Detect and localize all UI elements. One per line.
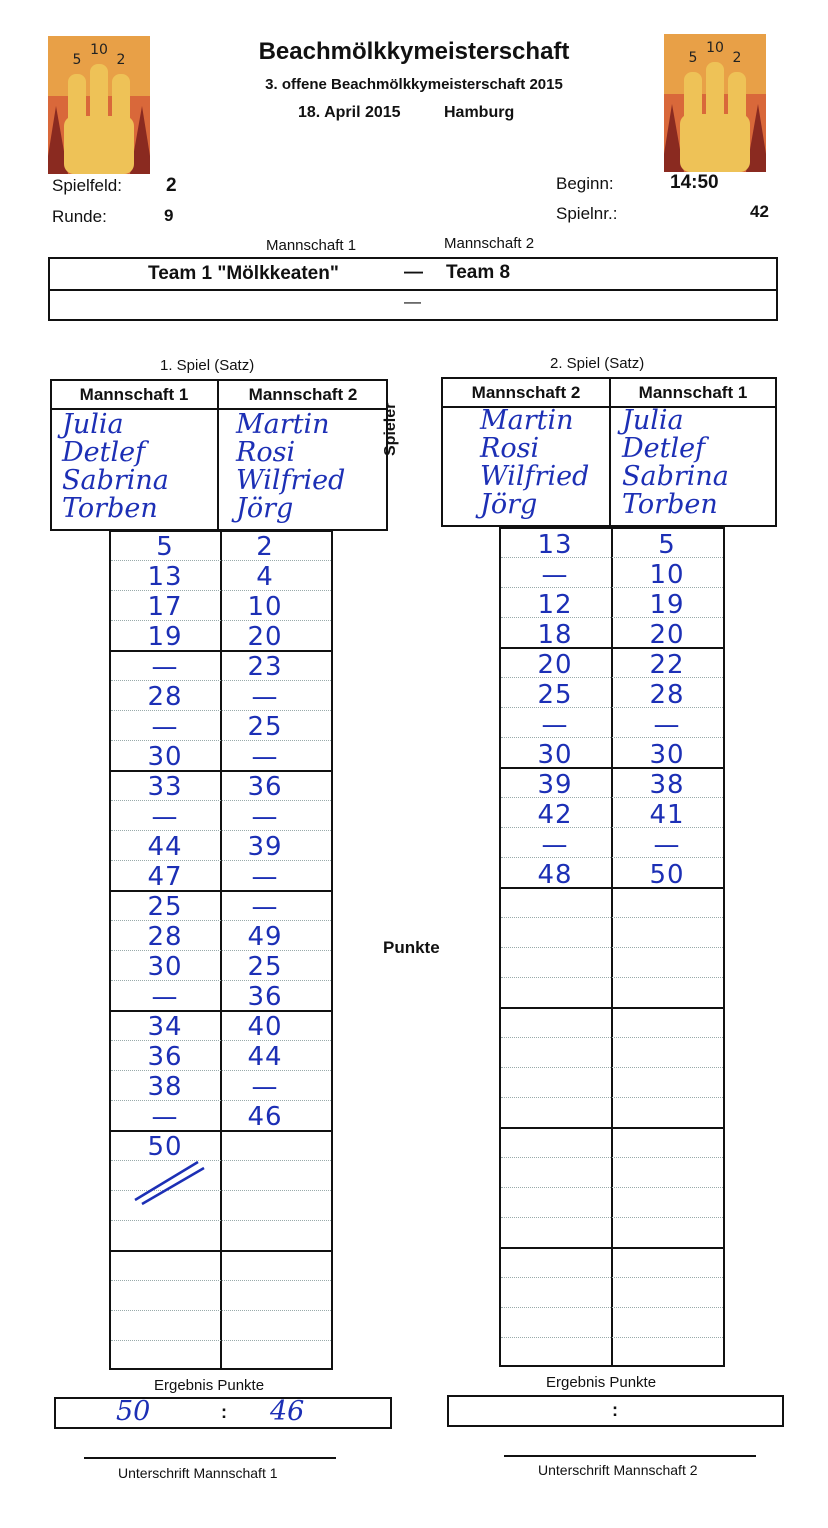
score-entry: 10 — [649, 560, 685, 590]
logo-pin-label: 2 — [116, 52, 126, 68]
strike-mark — [130, 1158, 210, 1208]
score-entry: 20 — [649, 620, 685, 650]
score-entry: 25 — [247, 712, 283, 742]
ruled-line — [111, 1340, 331, 1341]
grid-block-line — [499, 1247, 725, 1249]
score-entry: 38 — [649, 770, 685, 800]
player-name: Julia — [622, 405, 684, 436]
score-entry: — — [151, 652, 179, 682]
score-entry: — — [653, 830, 681, 860]
page-title: Beachmölkkymeisterschaft — [258, 38, 570, 65]
team1-name: Team 1 "Mölkkeaten" — [148, 263, 339, 284]
team-separator: — — [404, 262, 423, 283]
score-entry: 30 — [147, 742, 183, 772]
game2-col1-header: Mannschaft 2 — [471, 383, 581, 402]
score-entry: 19 — [649, 590, 685, 620]
player-name: Jörg — [236, 493, 294, 524]
score-entry: 25 — [247, 952, 283, 982]
game1-result-right: 46 — [270, 1396, 305, 1427]
ruled-line — [501, 1277, 723, 1278]
player-name: Julia — [62, 409, 124, 440]
score-entry: 28 — [147, 682, 183, 712]
score-entry: 25 — [537, 680, 573, 710]
ruled-line — [501, 917, 723, 918]
ruled-line — [501, 1217, 723, 1218]
score-entry: 28 — [147, 922, 183, 952]
score-entry: — — [251, 1072, 279, 1102]
score-entry: 13 — [537, 530, 573, 560]
player-name: Jörg — [480, 489, 538, 520]
score-entry: — — [541, 710, 569, 740]
signature-line-2 — [504, 1455, 756, 1457]
logo-pin-label: 5 — [688, 50, 698, 66]
mannschaft2-label: Mannschaft 2 — [444, 235, 535, 252]
game1-title: 1. Spiel (Satz) — [160, 357, 255, 374]
score-entry: 38 — [147, 1072, 183, 1102]
ruled-line — [111, 1220, 331, 1221]
game1-result-left: 50 — [116, 1396, 151, 1427]
score-entry: 39 — [537, 770, 573, 800]
game1-result-label: Ergebnis Punkte — [154, 1377, 265, 1394]
score-entry: 25 — [147, 892, 183, 922]
team-separator: — — [404, 292, 421, 311]
game2-result-label: Ergebnis Punkte — [546, 1374, 657, 1391]
score-entry: 4 — [256, 562, 274, 592]
logo-pin-label: 10 — [706, 40, 724, 56]
score-entry: 30 — [649, 740, 685, 770]
beginn-value: 14:50 — [670, 172, 719, 193]
ruled-line — [501, 977, 723, 978]
player-name: Wilfried — [236, 465, 346, 496]
score-entry: 20 — [537, 650, 573, 680]
score-entry: — — [541, 560, 569, 590]
ruled-line — [501, 1067, 723, 1068]
score-entry: 47 — [147, 862, 183, 892]
signature-label-2: Unterschrift Mannschaft 2 — [538, 1462, 698, 1478]
player-name: Martin — [480, 405, 574, 436]
score-entry: 42 — [537, 800, 573, 830]
game2-title: 2. Spiel (Satz) — [550, 355, 645, 372]
player-name: Torben — [622, 489, 718, 520]
score-entry: 19 — [147, 622, 183, 652]
score-entry: — — [151, 982, 179, 1012]
ruled-line — [501, 1337, 723, 1338]
score-entry: 40 — [247, 1012, 283, 1042]
teams-divider — [48, 289, 778, 291]
game1-col1-header: Mannschaft 1 — [79, 385, 189, 404]
ruled-line — [111, 1310, 331, 1311]
score-entry: 30 — [147, 952, 183, 982]
score-entry: — — [251, 742, 279, 772]
score-entry: 48 — [537, 860, 573, 890]
score-entry: 39 — [247, 832, 283, 862]
player-name: Torben — [62, 493, 158, 524]
score-entry: 20 — [247, 622, 283, 652]
score-entry: 41 — [649, 800, 685, 830]
beginn-label: Beginn: — [556, 174, 614, 193]
score-entry: — — [251, 892, 279, 922]
score-entry: 30 — [537, 740, 573, 770]
score-entry: 12 — [537, 590, 573, 620]
grid-block-line — [499, 1127, 725, 1129]
score-entry: 5 — [156, 532, 174, 562]
score-entry: 5 — [658, 530, 676, 560]
team2-name: Team 8 — [446, 262, 511, 283]
event-city: Hamburg — [444, 104, 515, 121]
score-entry: — — [653, 710, 681, 740]
score-entry: 44 — [147, 832, 183, 862]
score-entry: 50 — [649, 860, 685, 890]
runde-value: 9 — [164, 206, 174, 225]
ruled-line — [501, 947, 723, 948]
score-entry: 44 — [247, 1042, 283, 1072]
mannschaft1-label: Mannschaft 1 — [266, 237, 357, 254]
score-entry: — — [541, 830, 569, 860]
score-entry: — — [251, 862, 279, 892]
score-entry: 36 — [147, 1042, 183, 1072]
signature-line-1 — [84, 1457, 336, 1459]
ruled-line — [501, 1157, 723, 1158]
spieler-label: Spieler — [382, 402, 399, 456]
game2-col2-header: Mannschaft 1 — [638, 383, 748, 402]
score-entry: 49 — [247, 922, 283, 952]
score-entry: 18 — [537, 620, 573, 650]
runde-label: Runde: — [52, 207, 107, 226]
score-entry: 36 — [247, 982, 283, 1012]
score-entry: — — [251, 802, 279, 832]
ruled-line — [501, 1097, 723, 1098]
score-entry: 34 — [147, 1012, 183, 1042]
logo-pin-label: 5 — [72, 52, 82, 68]
player-name: Detlef — [62, 437, 146, 468]
grid-block-line — [499, 1007, 725, 1009]
score-entry: 13 — [147, 562, 183, 592]
score-entry: 46 — [247, 1102, 283, 1132]
score-entry: 36 — [247, 772, 283, 802]
player-name: Martin — [236, 409, 330, 440]
player-name: Sabrina — [622, 461, 729, 492]
score-entry: 23 — [247, 652, 283, 682]
player-name: Sabrina — [62, 465, 169, 496]
score-entry: 50 — [147, 1132, 183, 1162]
score-entry: 33 — [147, 772, 183, 802]
score-entry: 22 — [649, 650, 685, 680]
game2-result-sep: : — [612, 1400, 618, 1420]
page-subtitle: 3. offene Beachmölkkymeisterschaft 2015 — [265, 76, 563, 93]
score-entry: 28 — [649, 680, 685, 710]
game1-col2-header: Mannschaft 2 — [248, 385, 358, 404]
ruled-line — [501, 1037, 723, 1038]
logo-pin-label: 2 — [732, 50, 742, 66]
ruled-line — [111, 1280, 331, 1281]
signature-label-1: Unterschrift Mannschaft 1 — [118, 1465, 278, 1481]
punkte-label: Punkte — [383, 938, 440, 957]
game1-result-sep: : — [221, 1402, 227, 1422]
grid-block-line — [109, 1250, 333, 1252]
player-name: Wilfried — [480, 461, 590, 492]
ruled-line — [501, 1307, 723, 1308]
event-date: 18. April 2015 — [298, 104, 401, 121]
logo-pin-label: 10 — [90, 42, 108, 58]
score-entry: — — [151, 802, 179, 832]
score-entry: 17 — [147, 592, 183, 622]
player-name: Rosi — [236, 437, 296, 468]
ruled-line — [501, 1187, 723, 1188]
score-entry: — — [151, 712, 179, 742]
score-entry: 10 — [247, 592, 283, 622]
player-name: Rosi — [480, 433, 540, 464]
score-entry: — — [251, 682, 279, 712]
spielnr-value: 42 — [750, 202, 769, 221]
score-entry: — — [151, 1102, 179, 1132]
spielnr-label: Spielnr.: — [556, 204, 618, 223]
score-entry: 2 — [256, 532, 274, 562]
spielfeld-value: 2 — [166, 175, 177, 196]
player-name: Detlef — [622, 433, 706, 464]
spielfeld-label: Spielfeld: — [52, 176, 122, 195]
